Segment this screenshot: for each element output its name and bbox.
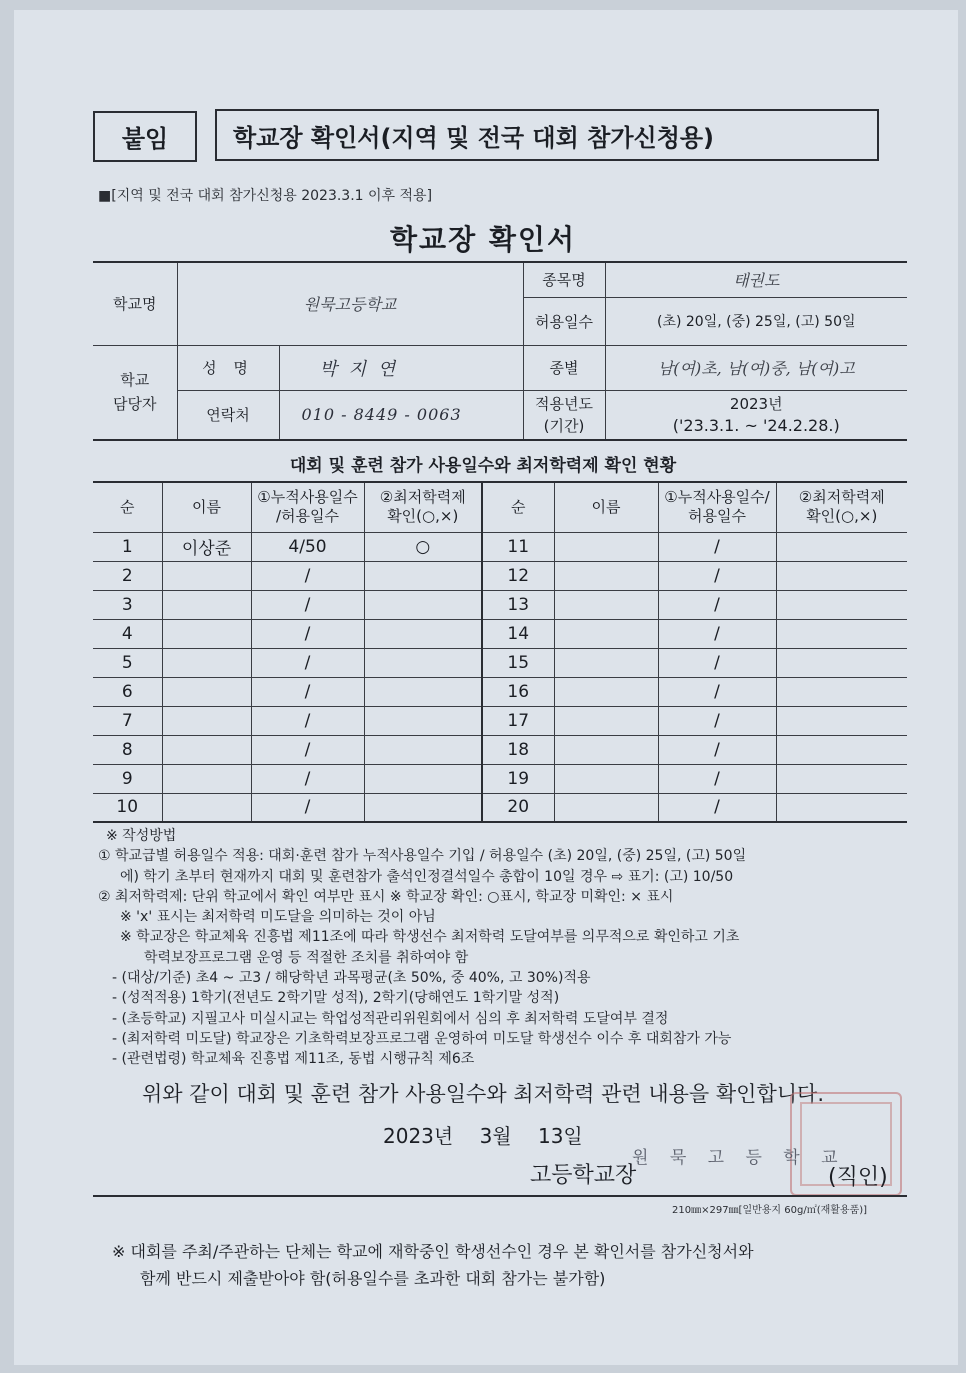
usage-table-header	[93, 482, 907, 532]
row-check	[776, 735, 907, 764]
row-name	[162, 590, 251, 619]
row-days: /	[658, 532, 776, 561]
table-row	[93, 532, 907, 561]
row-name	[554, 793, 658, 822]
row-check	[364, 590, 482, 619]
row-name	[554, 619, 658, 648]
row-check	[364, 619, 482, 648]
row-days: 4/50	[251, 532, 364, 561]
row-no: 15	[482, 648, 554, 677]
row-days: /	[658, 706, 776, 735]
header-days-right	[658, 482, 776, 532]
guide-line: ① 학교급별 허용일수 적용: 대회·훈련 참가 누적사용일수 기입 / 허용일수 (초) 20일, (중) 25일, (고) 50일	[98, 848, 747, 865]
header-name-left: 이름	[162, 482, 251, 532]
year-value: 2023년	[729, 394, 783, 413]
header-no-right: 순	[482, 482, 554, 532]
row-check	[364, 648, 482, 677]
table-row	[93, 706, 907, 735]
subtitle-note: ■[지역 및 전국 대회 참가신청용 2023.3.1 이후 적용]	[98, 188, 433, 204]
date-line	[383, 1120, 583, 1149]
row-no: 5	[93, 648, 162, 677]
row-no: 13	[482, 590, 554, 619]
row-name	[162, 561, 251, 590]
year-label: 적용년도 (기간)	[523, 390, 605, 440]
header-title-box	[215, 109, 879, 161]
phone-value: 010 - 8449 - 0063	[279, 390, 523, 440]
row-no: 20	[482, 793, 554, 822]
event-value: 태권도	[605, 262, 907, 297]
name-value: 박 지 연	[279, 345, 523, 390]
row-check	[776, 619, 907, 648]
usage-table	[93, 481, 907, 823]
header-days-left-line1: ①누적사용일수	[257, 487, 358, 506]
row-days: /	[251, 590, 364, 619]
row-name: 이상준	[162, 532, 251, 561]
bottom-rule	[93, 1195, 907, 1197]
row-days: /	[658, 619, 776, 648]
date-year: 2023년	[383, 1124, 454, 1148]
row-name	[162, 648, 251, 677]
phone-label: 연락처	[177, 390, 279, 440]
gender-label: 종별	[523, 345, 605, 390]
row-no: 3	[93, 590, 162, 619]
row-no: 18	[482, 735, 554, 764]
row-check	[776, 648, 907, 677]
confirm-statement: 위와 같이 대회 및 훈련 참가 사용일수와 최저학력 관련 내용을 확인합니다.	[141, 1082, 824, 1106]
header-days-right-line1: ①누적사용일수/	[664, 487, 770, 506]
guide-line: 에) 학기 초부터 현재까지 대회 및 훈련참가 출석인정결석일수 총합이 10일 경우 ⇨ 표기: (고) 10/50	[120, 868, 734, 885]
row-check	[776, 793, 907, 822]
school-name-value: 원묵고등학교	[177, 262, 523, 345]
name-label: 성 명	[177, 345, 279, 390]
row-check	[364, 735, 482, 764]
row-no: 9	[93, 764, 162, 793]
period-value: ('23.3.1. ~ '24.2.28.)	[672, 415, 840, 435]
header-no-left: 순	[93, 482, 162, 532]
guide-line: ② 최저학력제: 단위 학교에서 확인 여부만 표시 ※ 학교장 확인: ○표시, 학교장 미확인: × 표시	[98, 888, 674, 905]
paper-spec: 210㎜×297㎜[일반용지 60g/㎡(재활용품)]	[672, 1205, 868, 1216]
header-academic-left	[364, 482, 482, 532]
guide-line: - (성적적용) 1학기(전년도 2학기말 성적), 2학기(당해연도 1학기말 성적)	[112, 990, 560, 1007]
row-days: /	[251, 561, 364, 590]
row-days: /	[251, 648, 364, 677]
table-row	[93, 648, 907, 677]
row-name	[162, 735, 251, 764]
school-name-stamp: 원 묵 고 등 학 교	[632, 1148, 846, 1168]
row-check	[776, 561, 907, 590]
row-days: /	[658, 648, 776, 677]
row-name	[554, 590, 658, 619]
row-check	[776, 532, 907, 561]
header-academic-right-line2: 확인(○,×)	[806, 507, 878, 526]
year-period-cell	[605, 390, 907, 440]
row-no: 14	[482, 619, 554, 648]
row-check	[776, 764, 907, 793]
principal-label: 고등학교장	[530, 1163, 637, 1188]
table-row	[93, 619, 907, 648]
table-row	[93, 677, 907, 706]
footer-note-line: ※ 대회를 주최/주관하는 단체는 학교에 재학중인 학생선수인 경우 본 확인서를 참가신청서와	[112, 1242, 754, 1261]
allowed-days-label: 허용일수	[523, 297, 605, 345]
header-academic-right	[776, 482, 907, 532]
row-days: /	[251, 764, 364, 793]
row-name	[162, 764, 251, 793]
row-name	[162, 706, 251, 735]
row-no: 7	[93, 706, 162, 735]
gender-value: 남(여)초, 남(여)중, 남(여)고	[605, 345, 907, 390]
document-title: 학교장 확인서	[389, 223, 577, 256]
table-row	[93, 735, 907, 764]
row-name	[162, 619, 251, 648]
row-name	[554, 648, 658, 677]
header-academic-left-line1: ②최저학력제	[379, 487, 466, 506]
header-title: 학교장 확인서(지역 및 전국 대회 참가신청용)	[233, 123, 715, 152]
writing-guide	[98, 826, 918, 1070]
school-info-table	[93, 261, 907, 441]
row-no: 8	[93, 735, 162, 764]
footer-note	[112, 1238, 912, 1292]
row-days: /	[251, 793, 364, 822]
contact-person-label: 학교 담당자	[93, 345, 177, 440]
row-no: 6	[93, 677, 162, 706]
guide-line: - (관련법령) 학교체육 진흥법 제11조, 동법 시행규칙 제6조	[112, 1051, 475, 1068]
guide-line: - (최저학력 미도달) 학교장은 기초학력보장프로그램 운영하여 미도달 학생선수 이수 후 대회참가 가능	[112, 1030, 732, 1047]
date-day: 13일	[537, 1124, 583, 1148]
event-label: 종목명	[523, 262, 605, 297]
row-check	[364, 793, 482, 822]
guide-line: ※ 학교장은 학교체육 진흥법 제11조에 따라 학생선수 최저학력 도달여부를 의무적으로 확인하고 기초	[120, 929, 740, 946]
attach-label: 붙임	[121, 125, 169, 153]
row-days: /	[658, 561, 776, 590]
row-check: ○	[364, 532, 482, 561]
school-name-label: 학교명	[93, 262, 177, 345]
row-days: /	[251, 677, 364, 706]
row-check	[776, 706, 907, 735]
row-name	[554, 735, 658, 764]
row-name	[554, 677, 658, 706]
row-days: /	[658, 735, 776, 764]
row-check	[364, 677, 482, 706]
header-name-right: 이름	[554, 482, 658, 532]
row-days: /	[658, 764, 776, 793]
row-check	[364, 764, 482, 793]
row-name	[554, 764, 658, 793]
header-days-right-line2: 허용일수	[688, 507, 746, 526]
guide-line: ※ 'x' 표시는 최저학력 미도달을 의미하는 것이 아님	[120, 909, 436, 926]
row-no: 4	[93, 619, 162, 648]
row-check	[364, 706, 482, 735]
guide-line: 학력보장프로그램 운영 등 적절한 조치를 취하여야 함	[144, 949, 469, 966]
row-name	[554, 561, 658, 590]
row-days: /	[251, 619, 364, 648]
date-month: 3월	[479, 1124, 512, 1148]
row-check	[776, 590, 907, 619]
header-academic-left-line2: 확인(○,×)	[387, 507, 459, 526]
guide-heading: ※ 작성방법	[106, 828, 177, 844]
row-name	[162, 677, 251, 706]
guide-line: - (초등학교) 지필고사 미실시교는 학업성적관리위원회에서 심의 후 최저학력 도달여부 결정	[112, 1010, 669, 1027]
row-days: /	[658, 793, 776, 822]
row-check	[776, 677, 907, 706]
table-row	[93, 764, 907, 793]
header-days-left-line2: /허용일수	[275, 507, 339, 526]
header-days-left	[251, 482, 364, 532]
table-row	[93, 561, 907, 590]
seal-label: (직인)	[828, 1165, 888, 1190]
row-name	[162, 793, 251, 822]
allowed-days-value: (초) 20일, (중) 25일, (고) 50일	[605, 297, 907, 345]
row-days: /	[658, 590, 776, 619]
row-no: 2	[93, 561, 162, 590]
usage-heading: 대회 및 훈련 참가 사용일수와 최저학력제 확인 현황	[289, 456, 677, 476]
row-no: 19	[482, 764, 554, 793]
row-name	[554, 706, 658, 735]
row-days: /	[251, 735, 364, 764]
row-name	[554, 532, 658, 561]
table-row	[93, 590, 907, 619]
row-days: /	[251, 706, 364, 735]
row-days: /	[658, 677, 776, 706]
table-row	[93, 793, 907, 822]
row-no: 17	[482, 706, 554, 735]
row-no: 10	[93, 793, 162, 822]
row-no: 16	[482, 677, 554, 706]
guide-line: - (대상/기준) 초4 ~ 고3 / 해당학년 과목평균(초 50%, 중 40%, 고 30%)적용	[112, 970, 591, 987]
attach-label-box	[93, 111, 197, 162]
footer-note-line: 함께 반드시 제출받아야 함(허용일수를 초과한 대회 참가는 불가함)	[140, 1269, 606, 1288]
row-no: 12	[482, 561, 554, 590]
row-check	[364, 561, 482, 590]
row-no: 11	[482, 532, 554, 561]
row-no: 1	[93, 532, 162, 561]
header-academic-right-line1: ②최저학력제	[798, 487, 885, 506]
